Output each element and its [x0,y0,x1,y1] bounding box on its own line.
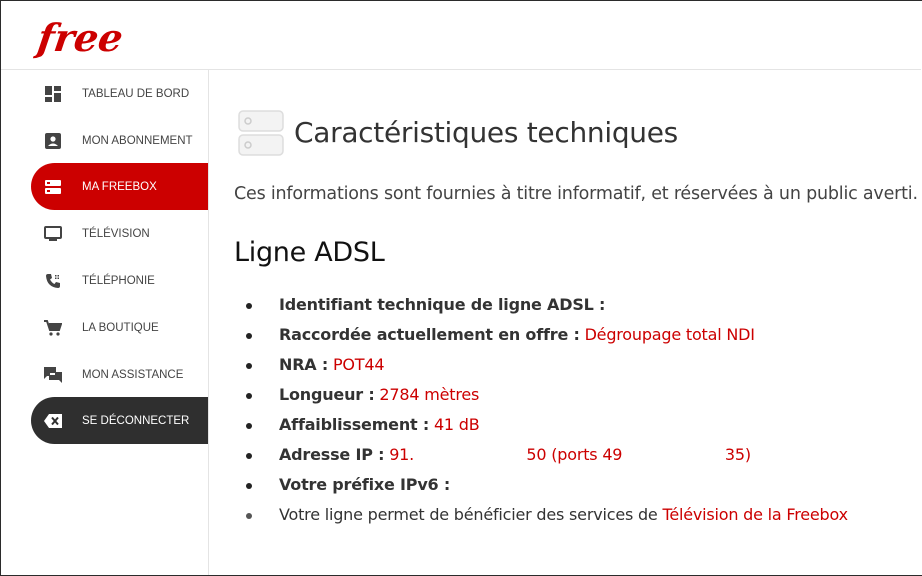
list-item: Identifiant technique de ligne ADSL : [234,290,914,320]
list-item: Votre ligne permet de bénéficier des services de Télévision de la Freebox [234,500,914,530]
cart-icon [43,318,63,338]
disclaimer-text: Ces informations sont fournies à titre informatif, et réservées à un public averti. [234,184,918,204]
sidebar-item-se-deconnecter[interactable] [31,397,208,444]
main-content [209,71,921,575]
phone-icon [43,271,63,291]
sidebar-item-label: MA FREEBOX [82,180,157,193]
sidebar-item-mon-abonnement[interactable] [31,117,208,164]
sidebar-item-label: TABLEAU DE BORD [82,87,190,100]
sidebar-item-label: LA BOUTIQUE [82,321,159,334]
sidebar-item-television[interactable] [31,210,208,257]
freebox-icon [43,177,63,197]
sidebar-item-label: TÉLÉVISION [82,227,150,240]
list-item: Adresse IP : 91. 50 (ports 49 35) [234,440,914,470]
chat-icon [43,365,63,385]
section-title: Ligne ADSL [234,237,385,268]
sidebar-item-mon-assistance[interactable] [31,351,208,398]
sidebar-item-telephonie[interactable] [31,257,208,304]
account-box-icon [43,131,63,151]
server-icon [238,110,284,156]
sidebar-item-label: MON ASSISTANCE [82,368,184,381]
sidebar-item-label: MON ABONNEMENT [82,134,193,147]
list-item: Raccordée actuellement en offre : Dégroupage total NDI [234,320,914,350]
list-item: Votre préfixe IPv6 : [234,470,914,500]
list-item: Longueur : 2784 mètres [234,380,914,410]
sidebar-item-label: TÉLÉPHONIE [82,274,155,287]
dashboard-icon [43,84,63,104]
sidebar-item-tableau-de-bord[interactable] [31,70,208,117]
logout-icon [43,411,63,431]
list-item: Affaiblissement : 41 dB [234,410,914,440]
list-item: NRA : POT44 [234,350,914,380]
sidebar-item-ma-freebox[interactable] [31,163,208,210]
television-freebox-link[interactable]: Télévision de la Freebox [662,505,848,524]
sidebar-item-la-boutique[interactable] [31,304,208,351]
adsl-info-list [234,290,914,530]
free-logo[interactable]: free [34,15,126,60]
tv-icon [43,224,63,244]
header [1,1,921,70]
sidebar-item-label: SE DÉCONNECTER [82,414,190,427]
page-title: Caractéristiques techniques [294,116,678,149]
